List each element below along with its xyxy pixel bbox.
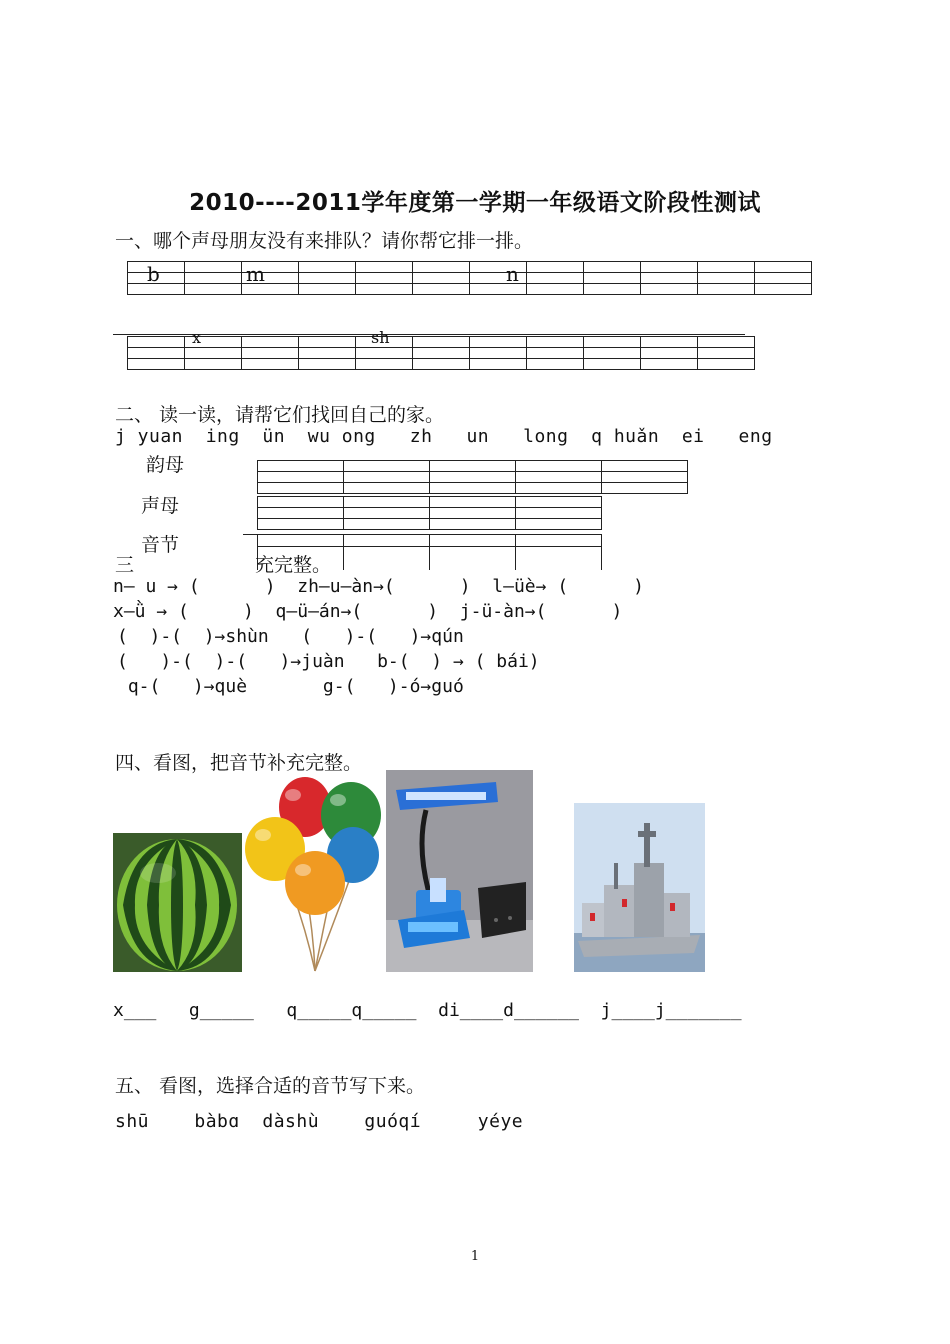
q1-grid-row2 [127,336,755,370]
q3-line-1: n— u → ( ) zh—u—àn→( ) l—üè→ ( ) [113,576,645,597]
q1-grid-row1 [127,261,812,295]
q2-grid-shengmu [257,496,602,530]
page-title: 2010----2011学年度第一学期一年级语文阶段性测试 [189,190,761,216]
warship-image [574,803,705,972]
q3-line-4: ( )-( )-( )→juàn b-( ) → ( bái) [117,651,540,672]
q5-heading: 五、 看图，选择合适的音节写下来。 [115,1075,426,1097]
q1-letter-b: b [147,262,160,286]
balloons-image [243,775,383,973]
q1-heading: 一、哪个声母朋友没有来排队？请你帮它排一排。 [115,230,534,252]
q2-pinyin-line: j yuan ing ün wu ong zh un long q huǎn ei eng [115,426,773,447]
q1-letter-m: m [246,262,265,286]
q4-heading: 四、看图，把音节补充完整。 [115,752,363,774]
q1-letter-n: n [506,262,519,286]
q3-heading-number: 三 [115,554,135,576]
q2-label-yunmu: 韵母 [146,454,185,476]
q3-line-5: q-( )→què g-( )-ó→guó [117,676,464,697]
q2-label-shengmu: 声母 [141,495,180,517]
q1-letter-x: x [192,328,202,347]
q5-pinyin-line: shū bàbɑ dàshù guóqí yéye [115,1111,524,1132]
q1-letter-sh: sh [371,328,390,347]
q3-line-3: ( )-( )→shùn ( )-( )→qún [117,626,464,647]
page-number: 1 [470,1249,480,1264]
desk-lamp-image [386,770,533,972]
q1-row2-topline [113,334,745,335]
q2-grid-yunmu [257,460,688,494]
q3-heading-tail: 充完整。 [255,554,332,576]
q2-label-yinjie: 音节 [141,534,180,556]
watermelon-image [113,833,242,972]
q3-line-2: x—ǜ → ( ) q—ü—án→( ) j-ü-àn→( ) [113,601,623,622]
q4-answer-line: x___ g_____ q_____q_____ di____d______ j____j_______ [113,1000,742,1021]
q2-heading: 二、 读一读，请帮它们找回自己的家。 [115,404,445,426]
